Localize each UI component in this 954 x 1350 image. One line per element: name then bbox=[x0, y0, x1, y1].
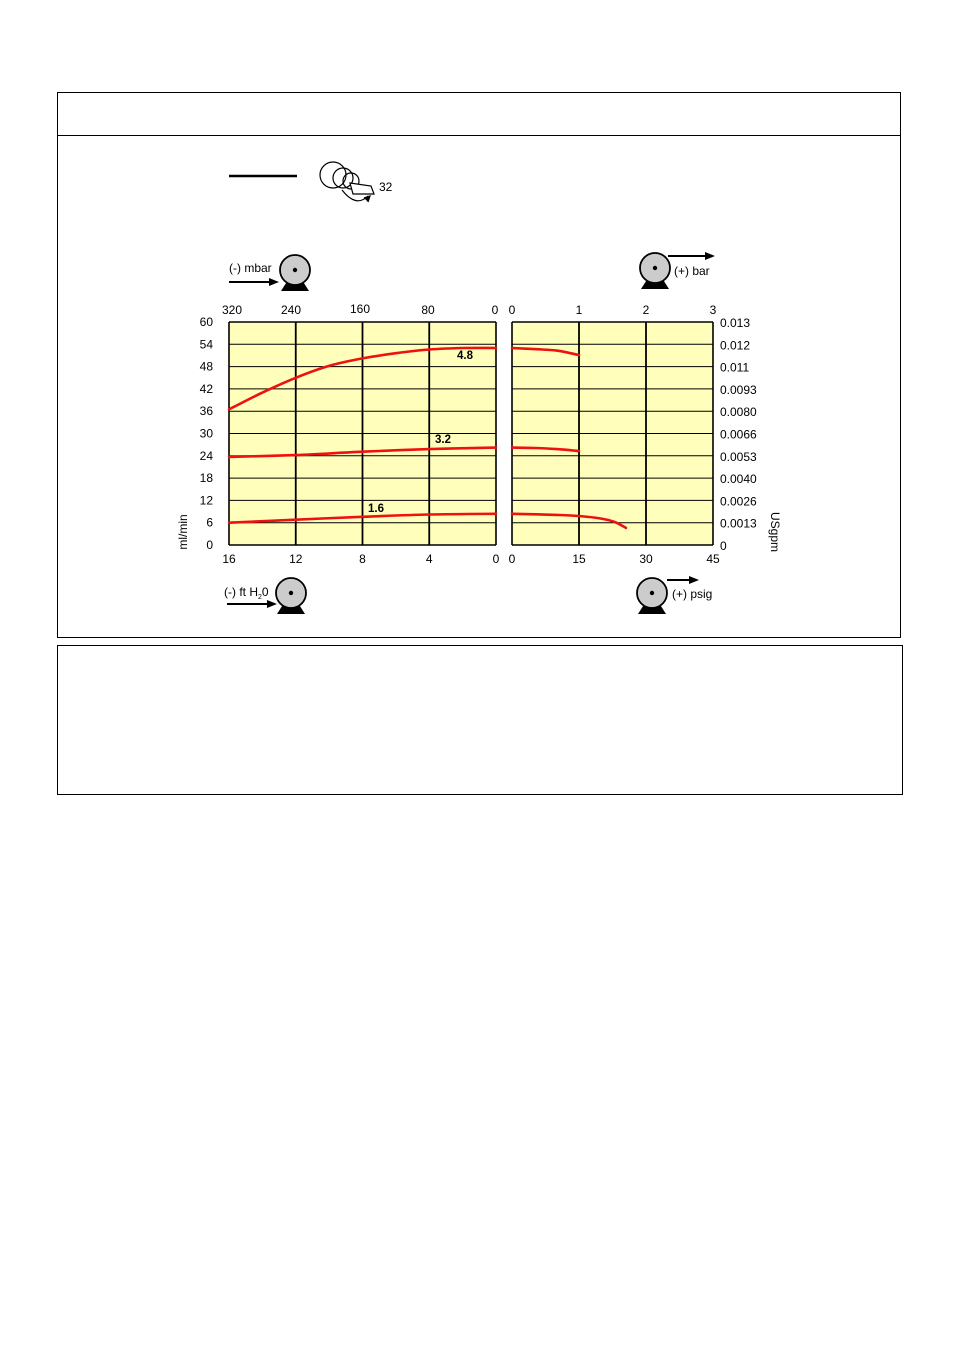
pos-bar-arrowhead bbox=[705, 252, 715, 260]
y-right-tick-label: 0.0013 bbox=[720, 516, 757, 531]
neg-mbar-arrowhead bbox=[269, 278, 279, 286]
y-tick-label: 30 bbox=[199, 426, 213, 441]
y-tick-label: 6 bbox=[206, 515, 213, 530]
psig-tick-label: 30 bbox=[639, 552, 653, 566]
tube-size-label: 32 bbox=[379, 180, 393, 194]
pos-psig-label: (+) psig bbox=[672, 587, 713, 601]
pump-icon-top-left bbox=[280, 255, 310, 291]
y-right-tick-label: 0.0053 bbox=[720, 449, 757, 464]
pos-bar-label: (+) bar bbox=[674, 264, 710, 278]
right-axis-title: USgpm bbox=[768, 511, 782, 553]
bar-tick-label: 0 bbox=[508, 303, 516, 317]
mbar-tick-label: 320 bbox=[221, 303, 243, 317]
ft-h2o-tick-label: 0 bbox=[492, 552, 500, 566]
neg-ft-arrowhead bbox=[267, 600, 277, 608]
y-right-tick-label: 0 bbox=[720, 539, 727, 553]
y-right-tick-label: 0.012 bbox=[720, 338, 751, 353]
mbar-tick-label: 80 bbox=[421, 303, 435, 317]
mbar-tick-label: 160 bbox=[349, 302, 371, 316]
mbar-tick-label: 0 bbox=[491, 303, 499, 317]
y-right-tick-label: 0.0093 bbox=[720, 382, 757, 397]
y-tick-label: 42 bbox=[199, 381, 213, 396]
y-tick-label: 54 bbox=[199, 337, 213, 352]
psig-tick-label: 15 bbox=[572, 552, 586, 566]
series-label: 4.8 bbox=[457, 350, 473, 362]
y-tick-label: 48 bbox=[199, 359, 213, 374]
y-tick-label: 0 bbox=[206, 538, 213, 552]
bar-tick-label: 1 bbox=[575, 303, 583, 317]
ft-h2o-tick-label: 12 bbox=[289, 552, 303, 566]
bar-tick-label: 3 bbox=[709, 303, 717, 317]
y-tick-label: 24 bbox=[199, 448, 213, 463]
pos-psig-arrowhead bbox=[689, 576, 699, 584]
tube-pump-icon bbox=[320, 162, 374, 202]
y-right-tick-label: 0.0040 bbox=[720, 472, 757, 487]
pump-icon-top-right bbox=[640, 253, 670, 289]
ft-h2o-tick-label: 8 bbox=[359, 552, 366, 566]
ft-h2o-tick-label: 4 bbox=[425, 552, 433, 566]
y-right-tick-label: 0.0026 bbox=[720, 494, 757, 509]
bar-tick-label: 2 bbox=[642, 303, 650, 317]
mbar-tick-label: 240 bbox=[280, 303, 302, 317]
pump-icon-bottom-left bbox=[276, 578, 306, 614]
ft-h2o-tick-label: 16 bbox=[222, 552, 236, 566]
left-axis-title: ml/min bbox=[176, 514, 190, 550]
y-right-tick-label: 0.0066 bbox=[720, 427, 757, 442]
y-right-tick-label: 0.013 bbox=[720, 316, 751, 330]
y-tick-label: 12 bbox=[199, 493, 213, 508]
y-tick-label: 18 bbox=[199, 471, 213, 486]
series-label: 1.6 bbox=[368, 503, 384, 515]
y-right-tick-label: 0.0080 bbox=[720, 405, 757, 420]
pump-icon-bottom-right bbox=[637, 578, 667, 614]
neg-mbar-label: (-) mbar bbox=[229, 261, 272, 275]
series-label: 3.2 bbox=[435, 434, 451, 446]
neg-ft-h2o-label: (-) ft $H_20$ bbox=[224, 585, 269, 601]
y-right-tick-label: 0.011 bbox=[720, 360, 750, 375]
y-tick-label: 60 bbox=[199, 315, 213, 329]
psig-tick-label: 0 bbox=[508, 552, 516, 566]
y-tick-label: 36 bbox=[199, 404, 213, 419]
psig-tick-label: 45 bbox=[706, 552, 720, 566]
